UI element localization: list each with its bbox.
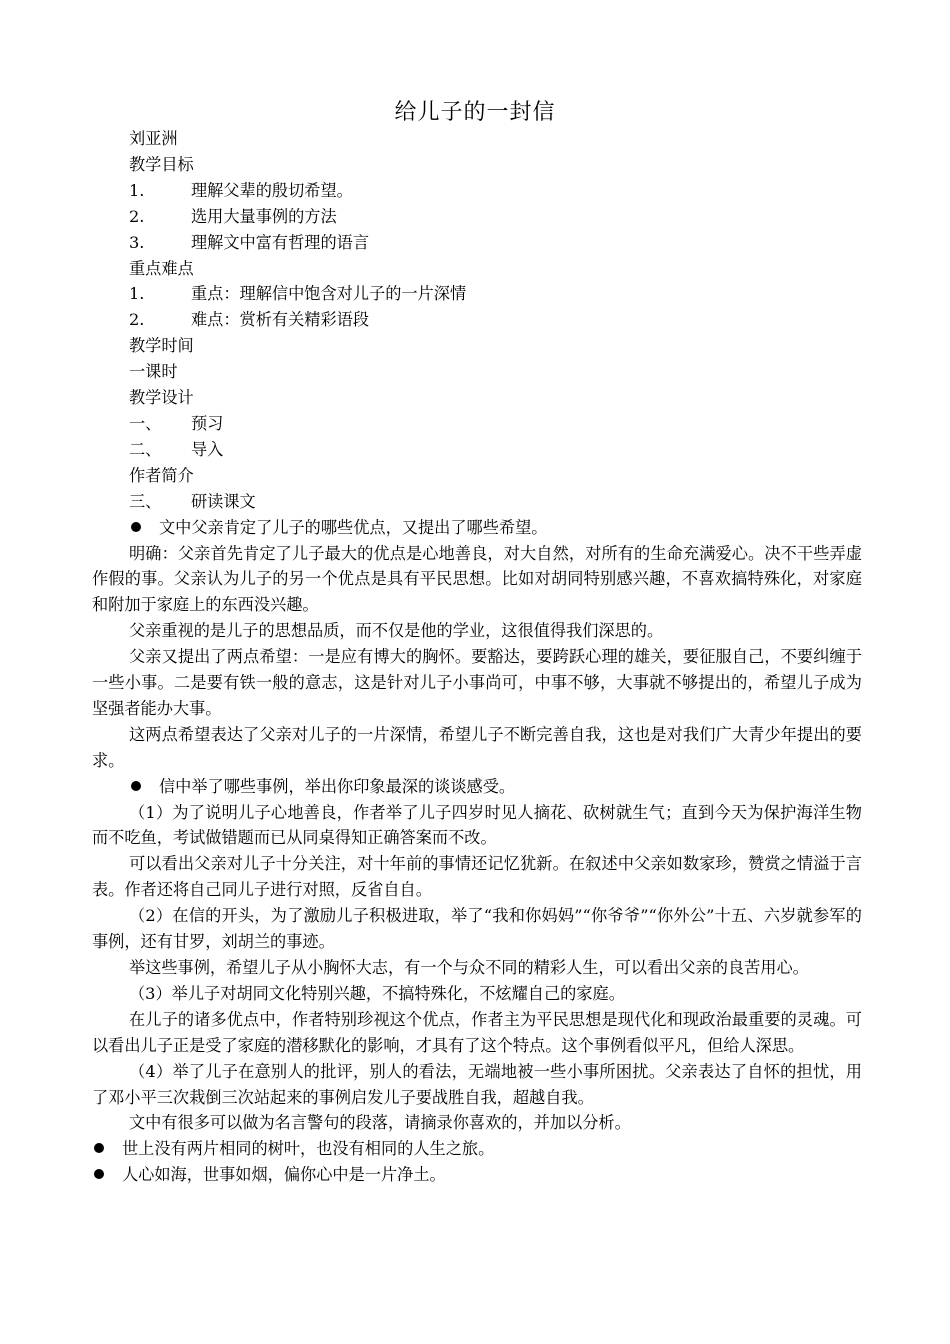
question-text: 信中举了哪些事例，举出你印象最深的谈谈感受。: [159, 776, 516, 796]
goal-item: [92, 230, 862, 256]
step-item: [92, 437, 862, 463]
author-intro: 作者简介: [129, 465, 194, 485]
heading-time: 教学时间: [129, 336, 194, 356]
heading-design: 教学设计: [129, 388, 194, 408]
comment-paragraph: 在儿子的诸多优点中，作者特别珍视这个优点，作者主为平民思想是现代化和现政治最重要的灵魂。可以看出儿子正是受了家庭的潜移默化的影响，才具有了这个特点。这个事例看似平凡，但给人深思。: [92, 1009, 862, 1055]
goal-number: 2.: [129, 206, 145, 226]
step-text: 预习: [191, 413, 224, 433]
answer-paragraph: 明确：父亲首先肯定了儿子最大的优点是心地善良，对大自然，对所有的生命充满爱心。决不干些弄虚作假的事。父亲认为儿子的另一个优点是具有平民思想。比如对胡同特别感兴趣，不喜欢搞特殊化，对家庭和附加于家庭上的东西没兴趣。: [92, 543, 862, 615]
step-text: 导入: [191, 439, 224, 459]
step-number: 一、: [129, 413, 162, 433]
comment-paragraph: 可以看出父亲对儿子十分关注，对十年前的事情还记忆犹新。在叙述中父亲如数家珍，赞赏之情溢于言表。作者还将自己同儿子进行对照，反省自自。: [92, 854, 862, 900]
bullet-icon: [92, 1136, 122, 1162]
step-number: 二、: [129, 439, 162, 459]
bullet-icon: [129, 515, 159, 541]
goal-item: [92, 204, 862, 230]
step-item: [92, 489, 862, 515]
step-number: 三、: [129, 491, 162, 511]
key-text: 重点：理解信中饱含对儿子的一片深情: [191, 284, 467, 304]
question-item: [92, 515, 862, 541]
author-name: 刘亚洲: [129, 129, 178, 148]
step-item: [92, 411, 862, 437]
goal-number: 3.: [129, 232, 145, 252]
step-text: 研读课文: [191, 491, 256, 511]
key-number: 2.: [129, 310, 145, 330]
goal-text: 选用大量事例的方法: [191, 206, 337, 226]
heading-goals: 教学目标: [129, 154, 194, 174]
answer-paragraph: 这两点希望表达了父亲对儿子的一片深情，希望儿子不断完善自我，这也是对我们广大青少年提出的要求。: [92, 724, 862, 770]
quote-text: 人心如海，世事如烟，偏你心中是一片净土。: [122, 1165, 446, 1185]
quote-item: [92, 1162, 862, 1188]
example-paragraph: （1）为了说明儿子心地善良，作者举了儿子四岁时见人摘花、砍树就生气；直到今天为保护海洋生物而不吃鱼，考试做错题而已从同桌得知正确答案而不改。: [92, 802, 862, 848]
prompt-paragraph: 文中有很多可以做为名言警句的段落，请摘录你喜欢的，并加以分析。: [129, 1113, 631, 1133]
example-paragraph: （4）举了儿子在意别人的批评，别人的看法，无端地被一些小事所困扰。父亲表达了自怀的担忧，用了邓小平三次栽倒三次站起来的事例启发儿子要战胜自我，超越自我。: [92, 1061, 862, 1107]
time-value: 一课时: [129, 362, 178, 382]
question-text: 文中父亲肯定了儿子的哪些优点，又提出了哪些希望。: [159, 517, 548, 537]
example-paragraph: （2）在信的开头，为了激励儿子积极进取，举了“我和你妈妈”“你爷爷”“你外公”十五、六岁就参军的事例，还有甘罗，刘胡兰的事迹。: [92, 906, 862, 952]
answer-paragraph: 父亲重视的是儿子的思想品质，而不仅是他的学业，这很值得我们深思的。: [129, 621, 664, 641]
bullet-icon: [129, 774, 159, 800]
document-body: [92, 126, 862, 1188]
heading-key-points: 重点难点: [129, 258, 194, 278]
key-text: 难点：赏析有关精彩语段: [191, 310, 370, 330]
example-paragraph: （3）举儿子对胡同文化特别兴趣，不搞特殊化，不炫耀自己的家庭。: [129, 983, 625, 1003]
goal-item: [92, 178, 862, 204]
quote-text: 世上没有两片相同的树叶，也没有相同的人生之旅。: [122, 1139, 495, 1159]
answer-paragraph: 父亲又提出了两点希望：一是应有博大的胸怀。要豁达，要跨跃心理的雄关，要征服自己，不要纠缠于一些小事。二是要有铁一般的意志，这是针对儿子小事尚可，中事不够，大事就不够提出的，希望儿子成为坚强者能办大事。: [92, 647, 862, 718]
key-item: [92, 307, 862, 333]
key-item: [92, 281, 862, 307]
comment-paragraph: 举这些事例，希望儿子从小胸怀大志，有一个与众不同的精彩人生，可以看出父亲的良苦用心。: [129, 958, 809, 977]
bullet-icon: [92, 1162, 122, 1188]
question-item: [92, 774, 862, 800]
key-number: 1.: [129, 284, 145, 304]
goal-number: 1.: [129, 180, 145, 200]
goal-text: 理解文中富有哲理的语言: [191, 232, 370, 252]
document-title: 给儿子的一封信: [394, 100, 556, 125]
quote-item: [92, 1136, 862, 1162]
goal-text: 理解父辈的殷切希望。: [191, 180, 353, 200]
